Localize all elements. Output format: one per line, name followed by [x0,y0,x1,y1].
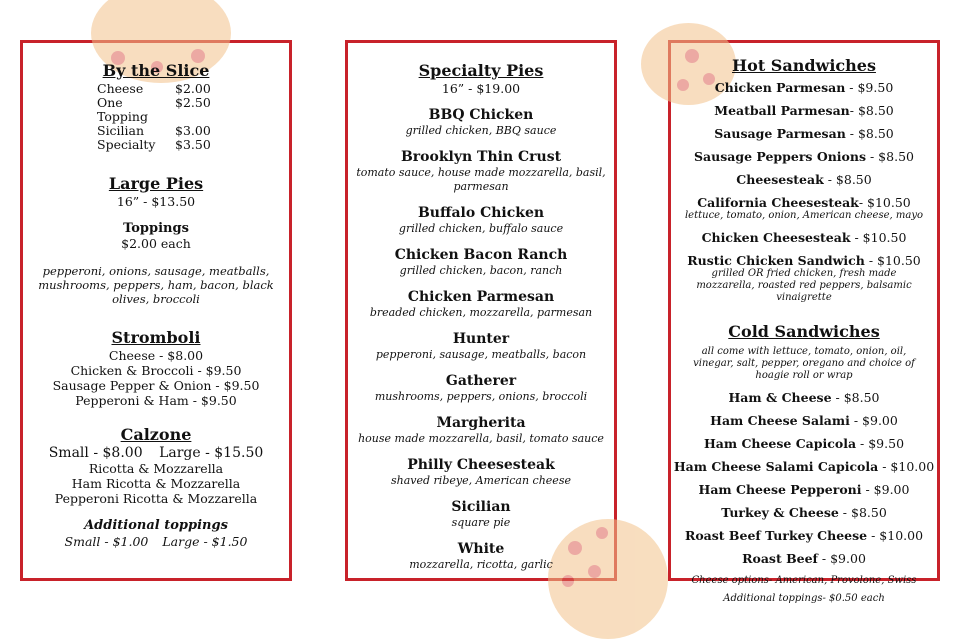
cold-sandwich-item [671,551,937,566]
cold-sandwich-item [671,459,937,474]
pie-name: White [457,541,505,557]
section-title-stromboli: Stromboli [111,328,201,347]
pie-name: Philly Cheesesteak [407,457,555,473]
sandwich-name: Sausage Parmesan [714,126,846,141]
additional-toppings-prices [23,534,289,549]
slice-price: $2.00 [175,81,211,96]
section-title-by-the-slice: By the Slice [102,61,210,80]
pie-description: grilled chicken, buffalo sauce [398,222,564,235]
sandwich-description: grilled OR fried chicken, fresh made mozzarella, roasted red peppers, balsamic vinaigrette [696,268,912,303]
sandwich-name: Roast Beef [742,551,818,566]
pie-description: shaved ribeye, American cheese [391,474,571,487]
sandwich-name: Chicken Parmesan [714,80,846,95]
sandwich-price: - $10.00 [878,459,935,474]
pie-description: grilled chicken, bacon, ranch [399,264,563,277]
sandwich-price: - $8.50 [849,103,894,118]
cold-sandwich-note: all come with lettuce, tomato, onion, oil, vinegar, salt, pepper, oregano and choice of hoagie roll or wrap [693,346,915,381]
sandwich-name: Cheesesteak [736,172,824,187]
pie-description: tomato sauce, house made mozzarella, basil, parmesan [356,166,606,193]
specialty-pie-list [348,107,614,572]
cold-sandwich-item [671,482,937,497]
pie-description: mozzarella, ricotta, garlic [409,558,553,571]
slice-price: $3.00 [175,123,211,138]
additional-toppings-note: Additional toppings- $0.50 each [723,593,885,604]
pie-name: Chicken Parmesan [407,289,555,305]
sandwich-price: - $8.50 [831,390,880,405]
specialty-size-price: 16” - $19.00 [441,81,521,96]
menu-panel-middle [345,40,617,581]
pie-name: Hunter [452,331,510,347]
sandwich-price: - $9.50 [856,436,905,451]
sandwich-price: - $10.00 [867,528,924,543]
hot-sandwich-item [671,149,937,164]
sandwich-name: Turkey & Cheese [721,505,839,520]
cold-sandwich-item [671,528,937,543]
sandwich-price: - $9.50 [845,80,894,95]
sandwich-name: Roast Beef Turkey Cheese [684,528,868,543]
hot-sandwich-list [671,80,937,304]
additional-small-price: Small - $1.00 [64,534,149,549]
calzone-item: Ricotta & Mozzarella [88,461,224,476]
additional-toppings-title: Additional toppings [84,518,228,533]
sandwich-name: Ham & Cheese [728,390,832,405]
sandwich-price: - $8.50 [845,126,894,141]
calzone-item: Ham Ricotta & Mozzarella [71,476,241,491]
hot-sandwich-item [671,230,937,245]
pie-name: Brooklyn Thin Crust [400,149,562,165]
stromboli-item: Chicken & Broccoli - $9.50 [70,363,242,378]
sandwich-name: Meatball Parmesan [714,103,850,118]
calzone-large-price: Large - $15.50 [159,445,264,461]
sandwich-price: - $8.50 [838,505,887,520]
pie-description: breaded chicken, mozzarella, parmesan [369,306,593,319]
sandwich-name: Chicken Cheesesteak [701,230,851,245]
pie-name: BBQ Chicken [428,107,534,123]
cold-sandwich-list [671,390,937,566]
cold-sandwich-item [671,505,937,520]
sandwich-name: Ham Cheese Salami [710,413,850,428]
slice-price: $3.50 [175,137,211,152]
pie-name: Chicken Bacon Ranch [394,247,568,263]
pie-description: square pie [451,516,511,529]
calzone-small-price: Small - $8.00 [48,445,143,461]
slice-name: Sicilian [97,123,145,138]
cold-sandwich-item [671,436,937,451]
sandwich-price: - $10.50 [864,253,921,268]
pie-description: grilled chicken, BBQ sauce [405,124,557,137]
section-title-cold-sandwiches: Cold Sandwiches [728,322,880,341]
sandwich-price: - $8.50 [866,149,914,164]
cheese-options: Cheese options- American, Provolone, Swiss [691,575,917,586]
pie-name: Margherita [436,415,526,431]
slice-name: One Topping [97,95,148,124]
pie-name: Buffalo Chicken [417,205,545,221]
sandwich-name: Ham Cheese Capicola [703,436,857,451]
pie-description: pepperoni, sausage, meatballs, bacon [375,348,587,361]
large-pie-size-price: 16” - $13.50 [116,194,196,209]
slice-name: Specialty [97,137,156,152]
cold-sandwich-item [671,413,937,428]
sandwich-price: - $9.00 [861,482,910,497]
calzone-item: Pepperoni Ricotta & Mozzarella [54,491,258,506]
hot-sandwich-item [671,103,937,118]
slice-price-list [23,82,289,152]
section-title-large-pies: Large Pies [108,174,204,193]
pie-name: Gatherer [445,373,517,389]
pie-description: mushrooms, peppers, onions, broccoli [374,390,588,403]
toppings-price: $2.00 each [121,236,191,251]
sandwich-price: - $9.00 [817,551,866,566]
sandwich-name: Ham Cheese Pepperoni [698,482,862,497]
slice-price: $2.50 [175,95,211,110]
slice-name: Cheese [97,81,144,96]
sandwich-name: California Cheesesteak [697,195,859,210]
sandwich-name: Rustic Chicken Sandwich [687,253,865,268]
sandwich-price: - $10.50 [850,230,907,245]
sandwich-price: - $10.50 [858,195,911,210]
sandwich-price: - $9.00 [849,413,898,428]
menu-panel-left [20,40,292,581]
menu-panel-right [668,40,940,604]
sandwich-description: lettuce, tomato, onion, American cheese, mayo [684,210,923,221]
toppings-title: Toppings [123,221,189,236]
section-title-calzone: Calzone [120,425,192,444]
pie-description: house made mozzarella, basil, tomato sauce [358,432,604,445]
section-title-specialty-pies: Specialty Pies [418,61,544,80]
stromboli-item: Sausage Pepper & Onion - $9.50 [52,378,260,393]
calzone-size-prices [23,445,289,461]
toppings-list: pepperoni, onions, sausage, meatballs, mushrooms, peppers, ham, bacon, black olives, broccoli [38,264,274,306]
hot-sandwich-item [671,195,937,210]
hot-sandwich-item [671,126,937,141]
hot-sandwich-item [671,80,937,95]
stromboli-item: Cheese - $8.00 [108,348,204,363]
additional-large-price: Large - $1.50 [162,534,248,549]
section-title-hot-sandwiches: Hot Sandwiches [732,56,876,75]
sandwich-name: Sausage Peppers Onions [694,149,867,164]
sandwich-price: - $8.50 [823,172,872,187]
sandwich-name: Ham Cheese Salami Capicola [673,459,879,474]
cold-sandwich-item [671,390,937,405]
hot-sandwich-item [671,172,937,187]
hot-sandwich-item [671,253,937,268]
pie-name: Sicilian [451,499,511,515]
stromboli-item: Pepperoni & Ham - $9.50 [75,393,237,408]
